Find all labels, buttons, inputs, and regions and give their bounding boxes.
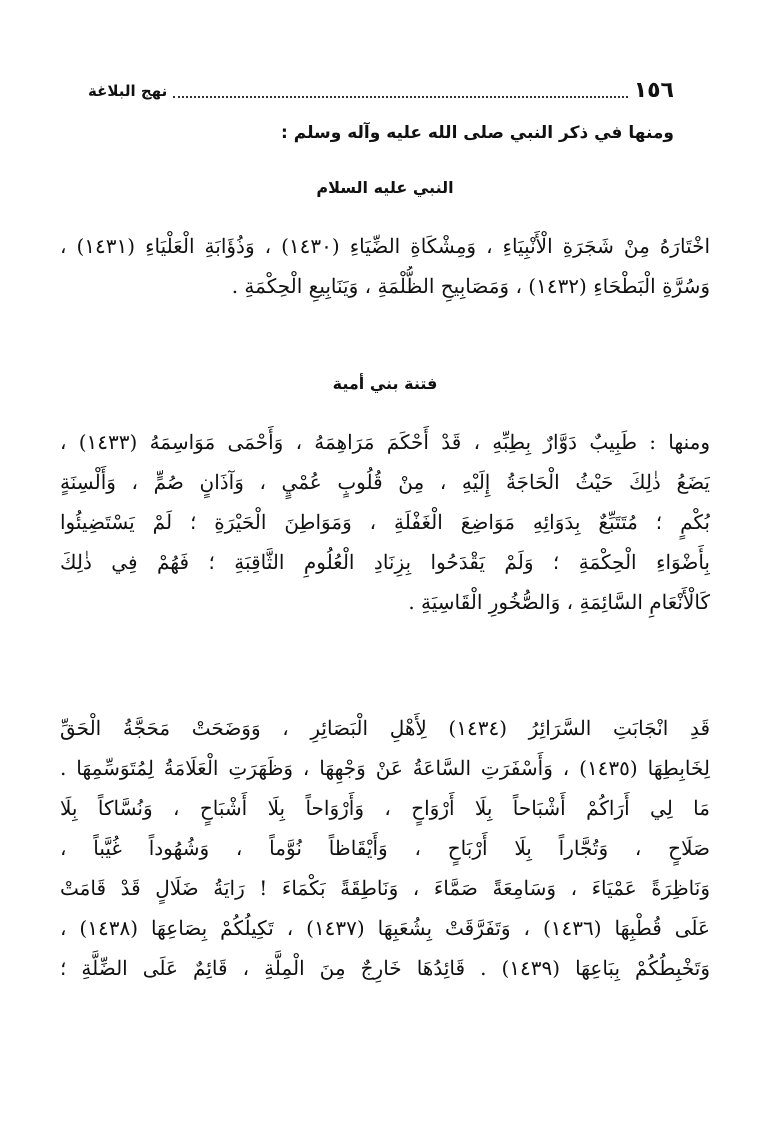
header-dotted-leader xyxy=(173,96,628,98)
text-line: وَسُرَّةِ الْبَطْحَاءِ (١٤٣٢) ، وَمَصَابِيحِ الظُّلْمَةِ ، وَيَنَابِيعِ الْحِكْمَةِ . xyxy=(231,274,710,298)
subheading-prophet: النبي عليه السلام xyxy=(316,178,454,197)
text-line: لِخَابِطِهَا (١٤٣٥) ، وَأَسْفَرَتِ السَّاعَةُ عَنْ وَجْهِهَا ، وَظَهَرَتِ الْعَلَامَةُ لِمُتَوَسِّمِهَا . xyxy=(60,756,710,780)
paragraph-physician xyxy=(60,422,710,622)
running-book-title: نهج البلاغة xyxy=(88,82,168,100)
text-line: بُكْمٍ ؛ مُتَتَبِّعٌ بِدَوَائِهِ مَوَاضِعَ الْغَفْلَةِ ، وَمَوَاطِنَ الْحَيْرَةِ ؛ لَمْ يَسْتَضِيئُوا xyxy=(60,510,710,534)
text-line: بِأَضْوَاءِ الْحِكْمَةِ ؛ وَلَمْ يَقْدَحُوا بِزِنَادِ الْعُلُومِ الثَّاقِبَةِ ؛ فَهُمْ فِي ذٰلِكَ xyxy=(60,550,710,574)
paragraph-prophet xyxy=(60,226,710,306)
text-line: صَلَاحٍ ، وَتُجَّاراً بِلَا أَرْبَاحٍ ، وَأَيْقَاظاً نُوَّماً ، وَشُهُوداً غُيَّباً ، xyxy=(60,836,710,860)
text-line: يَضَعُ ذٰلِكَ حَيْثُ الْحَاجَةُ إِلَيْهِ ، مِنْ قُلُوبٍ عُمْيٍ ، وَآذَانٍ صُمٍّ ، وَأَلْسِنَةٍ xyxy=(60,470,710,494)
page-number: ١٥٦ xyxy=(633,78,674,103)
text-line: عَلَى قُطْبِهَا (١٤٣٦) ، وَتَفَرَّقَتْ بِشُعَبِهَا (١٤٣٧) ، تَكِيلُكُمْ بِصَاعِهَا (١٤٣٨) ، xyxy=(60,916,710,940)
text-line: ومنها : طَبِيبٌ دَوَّارٌ بِطِبِّهِ ، قَدْ أَحْكَمَ مَرَاهِمَهُ ، وَأَحْمَى مَوَاسِمَهُ (١٤٣٣) ، xyxy=(60,430,710,454)
text-line: وَتَخْبِطُكُمْ بِبَاعِهَا (١٤٣٩) . قَائِدُهَا خَارِجٌ مِنَ الْمِلَّةِ ، قَائِمٌ عَلَى الضِّلَّةِ ؛ xyxy=(60,956,710,980)
text-line: مَا لِي أَرَاكُمْ أَشْبَاحاً بِلَا أَرْوَاحٍ ، وَأَرْوَاحاً بِلَا أَشْبَاحٍ ، وَنُسَّاكاً بِلَا xyxy=(60,796,710,820)
subheading-umayyad-fitna: فتنة بني أمية xyxy=(332,374,438,393)
paragraph-banner-of-misguidance xyxy=(60,708,710,988)
section-intro-heading: ومنها في ذكر النبي صلى الله عليه وآله وسلم : xyxy=(281,123,674,143)
text-line: كَالْأَنْعَامِ السَّائِمَةِ ، وَالصُّخُورِ الْقَاسِيَةِ . xyxy=(408,590,710,614)
text-line: قَدِ انْجَابَتِ السَّرَائِرُ (١٤٣٤) لِأَهْلِ الْبَصَائِرِ ، وَوَضَحَتْ مَحَجَّةُ الْحَقِّ xyxy=(60,716,710,740)
text-line: اخْتَارَهُ مِنْ شَجَرَةِ الْأَنْبِيَاءِ ، وَمِشْكَاةِ الضِّيَاءِ (١٤٣٠) ، وَذُؤَابَةِ الْعَلْيَاءِ (١٤٣١) ، xyxy=(60,234,710,258)
text-line: وَنَاظِرَةً عَمْيَاءَ ، وَسَامِعَةً صَمَّاءَ ، وَنَاطِقَةً بَكْمَاءَ ! رَايَةُ ضَلَالٍ قَدْ قَامَتْ xyxy=(60,876,710,900)
running-header xyxy=(88,72,674,104)
